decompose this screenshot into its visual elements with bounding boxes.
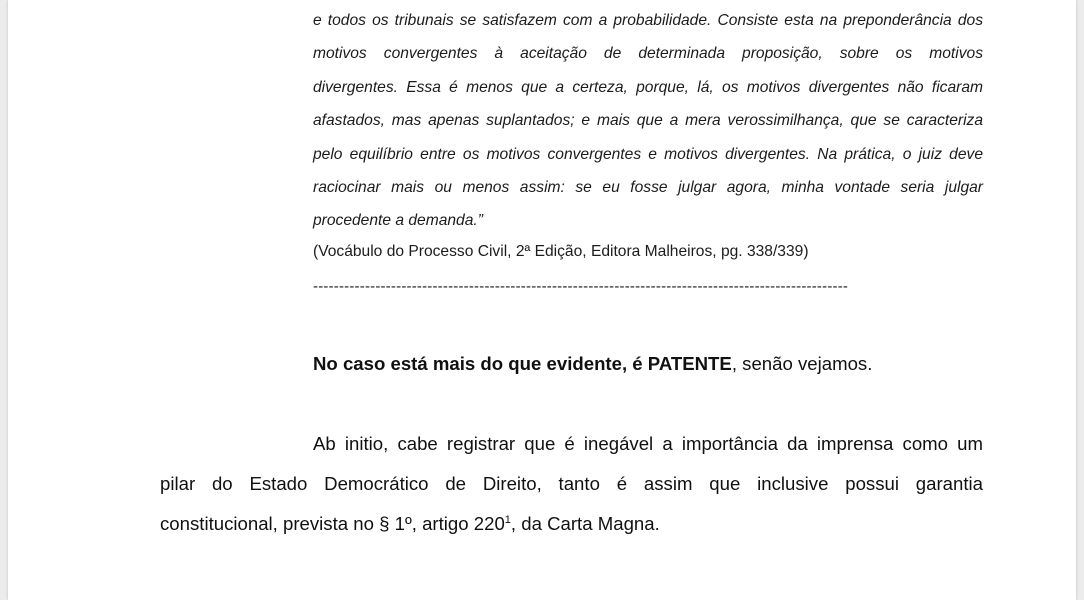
quote-line: e todos os tribunais se satisfazem com a probabilidade. Consiste esta na preponderância dos (313, 12, 983, 29)
quote-line: raciocinar mais ou menos assim: se eu fosse julgar agora, minha vontade seria julgar (313, 178, 983, 196)
paragraph-line (160, 504, 983, 544)
section-heading (313, 346, 872, 382)
paragraph-text: , da Carta Magna. (510, 513, 660, 534)
heading-bold-text: No caso está mais do que evidente, é PATENTE (313, 353, 732, 374)
paragraph-line: Ab initio, cabe registrar que é inegável a importância da imprensa como um (313, 433, 983, 454)
quote-line: divergentes. Essa é menos que a certeza, porque, lá, os motivos divergentes não ficaram (313, 78, 983, 96)
citation: (Vocábulo do Processo Civil, 2ª Edição, Editora Malheiros, pg. 338/339) (313, 243, 809, 260)
dashed-divider: ------------------------------------------------------------------------------------------------------- (313, 278, 849, 295)
paragraph-line: pilar do Estado Democrático de Direito, tanto é assim que inclusive possui garantia (160, 473, 983, 494)
quote-line: pelo equilíbrio entre os motivos convergentes e motivos divergentes. Na prática, o juiz deve (313, 145, 983, 163)
body-paragraph (160, 424, 983, 544)
footnote-marker[interactable]: 1 (504, 514, 511, 526)
document-page (8, 0, 1076, 600)
quote-line: motivos convergentes à aceitação de determinada proposição, sobre os motivos (313, 45, 983, 63)
heading-rest-text: , senão vejamos. (731, 353, 873, 374)
quote-line: procedente a demanda.” (313, 212, 483, 230)
quote-line: afastados, mas apenas suplantados; e mais que a mera verossimilhança, que se caracteriza (313, 112, 983, 130)
block-quote (313, 4, 983, 238)
paragraph-text: constitucional, prevista no § 1º, artigo 220 (160, 513, 505, 534)
